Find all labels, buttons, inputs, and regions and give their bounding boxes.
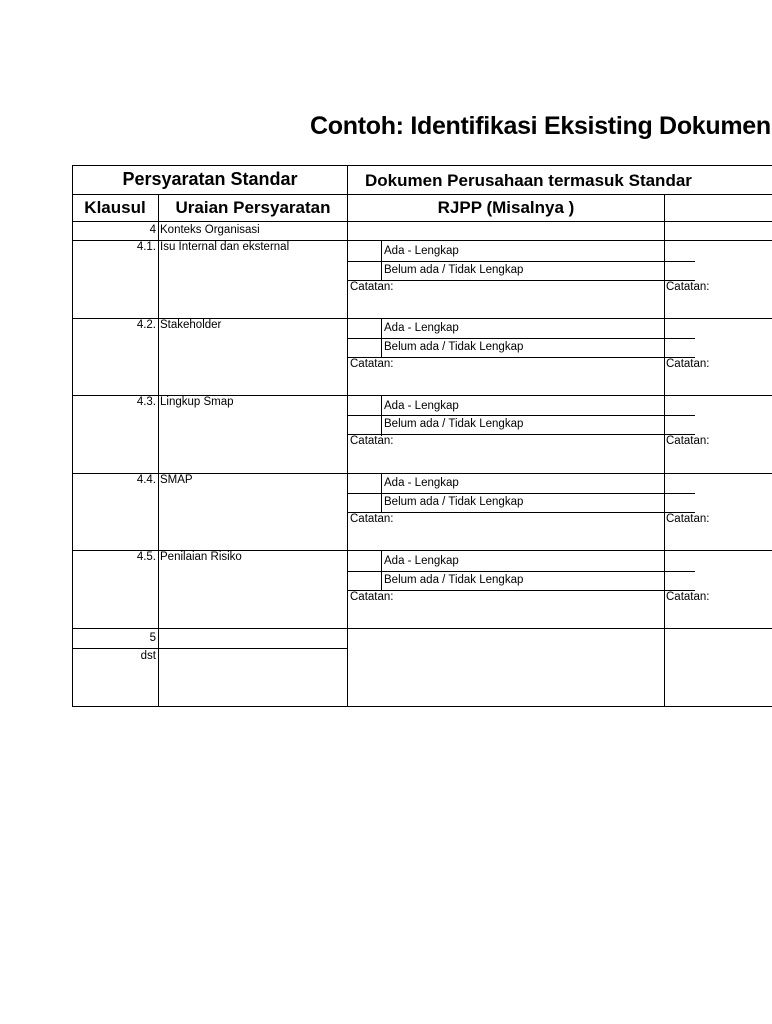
notes-label: Catatan: <box>350 281 394 293</box>
clause-number: 4.1. <box>136 241 156 253</box>
option-ada-lengkap[interactable]: Ada - Lengkap <box>384 555 459 567</box>
option-bottom <box>347 512 695 513</box>
option-belum-ada[interactable]: Belum ada / Tidak Lengkap <box>384 341 524 353</box>
option-box-left <box>381 396 382 436</box>
option-ada-lengkap[interactable]: Ada - Lengkap <box>384 400 459 412</box>
document-title: Contoh: Identifikasi Eksisting Dokumen <box>310 112 771 140</box>
option-divider <box>347 261 695 262</box>
notes-label-next-column: Catatan: <box>666 513 710 525</box>
section-number: 4 <box>149 224 156 236</box>
notes-label-next-column: Catatan: <box>666 435 710 447</box>
clause-number: 4.5. <box>136 551 156 563</box>
klausul-column-divider <box>158 194 159 707</box>
header-persyaratan-standar: Persyaratan Standar <box>122 169 298 189</box>
notes-label: Catatan: <box>350 358 394 370</box>
uraian-column-divider <box>347 165 348 707</box>
option-bottom <box>347 590 695 591</box>
clause-number: 4.2. <box>136 319 156 331</box>
notes-label-next-column: Catatan: <box>666 358 710 370</box>
document-column-divider <box>664 194 665 707</box>
table-top-border <box>72 165 772 166</box>
notes-label-next-column: Catatan: <box>666 591 710 603</box>
header-klausul: Klausul <box>84 198 146 217</box>
header-rjpp: RJPP (Misalnya ) <box>437 198 575 217</box>
option-divider <box>347 571 695 572</box>
row-4-5-bottom <box>72 628 772 629</box>
clause-number-5: 5 <box>149 632 156 644</box>
requirement-text: Penilaian Risiko <box>160 551 242 563</box>
option-divider <box>347 415 695 416</box>
requirement-text: SMAP <box>160 474 193 486</box>
option-ada-lengkap[interactable]: Ada - Lengkap <box>384 245 459 257</box>
option-belum-ada[interactable]: Belum ada / Tidak Lengkap <box>384 418 524 430</box>
row-5-bottom <box>72 648 348 649</box>
notes-label: Catatan: <box>350 591 394 603</box>
requirement-text: Stakeholder <box>160 319 222 331</box>
requirement-text: Isu Internal dan eksternal <box>160 241 290 253</box>
notes-label: Catatan: <box>350 513 394 525</box>
requirement-text: Lingkup Smap <box>160 396 234 408</box>
option-belum-ada[interactable]: Belum ada / Tidak Lengkap <box>384 264 524 276</box>
section-label: Konteks Organisasi <box>160 224 260 236</box>
option-bottom <box>347 357 695 358</box>
clause-number: 4.3. <box>136 396 156 408</box>
option-bottom <box>347 434 695 435</box>
option-belum-ada[interactable]: Belum ada / Tidak Lengkap <box>384 496 524 508</box>
option-ada-lengkap[interactable]: Ada - Lengkap <box>384 477 459 489</box>
option-divider <box>347 338 695 339</box>
header-uraian-persyaratan: Uraian Persyaratan <box>175 198 331 217</box>
notes-label: Catatan: <box>350 435 394 447</box>
notes-label-next-column: Catatan: <box>666 281 710 293</box>
option-ada-lengkap[interactable]: Ada - Lengkap <box>384 322 459 334</box>
option-divider <box>347 493 695 494</box>
header-divider <box>72 194 772 195</box>
header-bottom-border <box>72 221 772 222</box>
header-dokumen-perusahaan: Dokumen Perusahaan termasuk Standar <box>365 171 692 190</box>
option-belum-ada[interactable]: Belum ada / Tidak Lengkap <box>384 574 524 586</box>
clause-number-dst: dst <box>140 650 156 662</box>
option-bottom <box>347 280 695 281</box>
clause-number: 4.4. <box>136 474 156 486</box>
table-bottom-border <box>72 706 772 707</box>
